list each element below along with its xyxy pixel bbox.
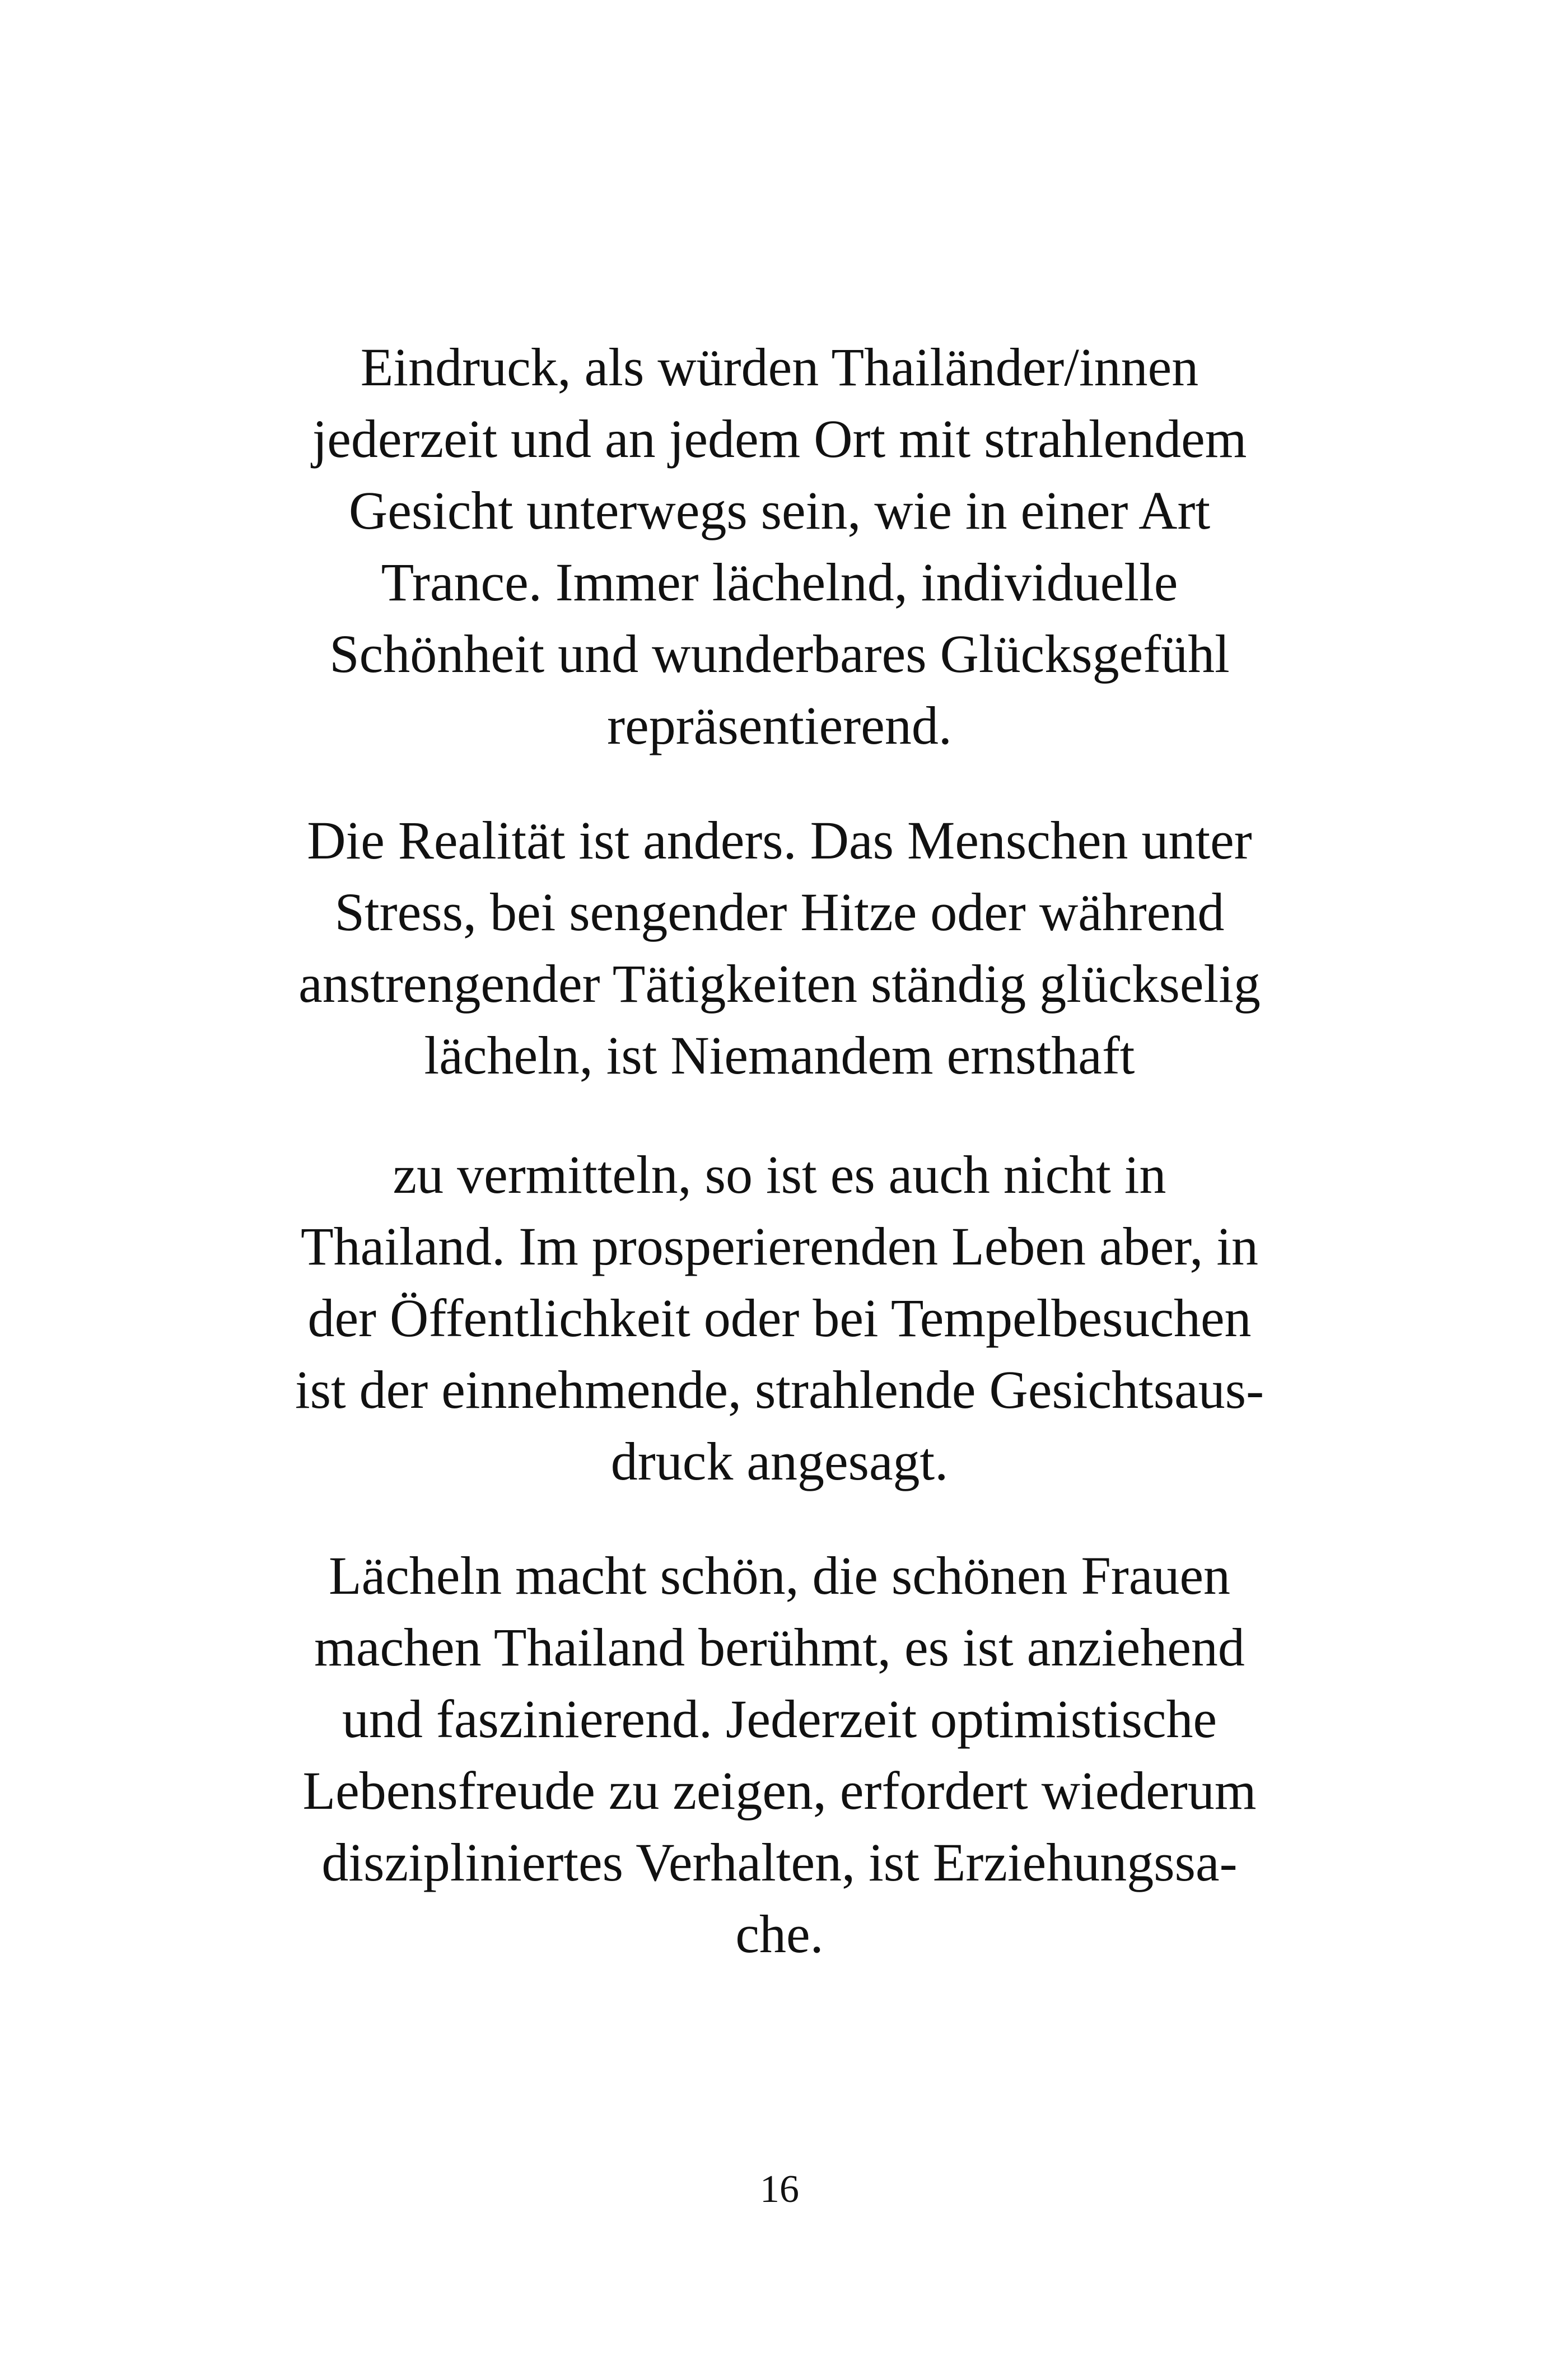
text-line: ist der einnehmende, strahlende Gesichtsaus- xyxy=(295,1360,1264,1420)
text-line: Eindruck, als würden Thailänder/innen xyxy=(360,337,1199,397)
text-line: Die Realität ist anders. Das Menschen unter xyxy=(307,810,1252,870)
text-line: repräsentierend. xyxy=(607,696,952,755)
text-line: Gesicht unterwegs sein, wie in einer Art xyxy=(348,480,1211,540)
paragraph-2 xyxy=(0,805,1559,1091)
text-line: der Öffentlichkeit oder bei Tempelbesuchen xyxy=(307,1288,1252,1348)
paragraph-1 xyxy=(0,332,1559,762)
text-line: lächeln, ist Niemandem ernsthaft xyxy=(424,1025,1135,1085)
text-line: Schönheit und wunderbares Glücksgefühl xyxy=(329,624,1230,684)
text-line: diszipliniertes Verhalten, ist Erziehungssa- xyxy=(321,1832,1238,1892)
paragraph-4 xyxy=(0,1540,1559,1970)
page-number: 16 xyxy=(760,2168,799,2211)
text-line: machen Thailand berühmt, es ist anziehend xyxy=(314,1617,1245,1677)
text-line: und faszinierend. Jederzeit optimistische xyxy=(342,1689,1217,1749)
text-line: che. xyxy=(735,1904,824,1964)
text-line: Thailand. Im prosperierenden Leben aber, in xyxy=(300,1216,1259,1276)
paragraph-3 xyxy=(0,1139,1559,1497)
text-line: Trance. Immer lächelnd, individuelle xyxy=(381,552,1178,612)
text-line: Stress, bei sengender Hitze oder während xyxy=(334,882,1225,942)
text-line: zu vermitteln, so ist es auch nicht in xyxy=(393,1145,1166,1205)
text-line: Lächeln macht schön, die schönen Frauen xyxy=(328,1546,1231,1606)
text-line: jederzeit und an jedem Ort mit strahlendem xyxy=(312,409,1247,469)
text-line: anstrengender Tätigkeiten ständig glückselig xyxy=(298,954,1261,1014)
text-line: Lebensfreude zu zeigen, erfordert wiederum xyxy=(302,1761,1257,1821)
text-line: druck angesagt. xyxy=(610,1431,949,1491)
